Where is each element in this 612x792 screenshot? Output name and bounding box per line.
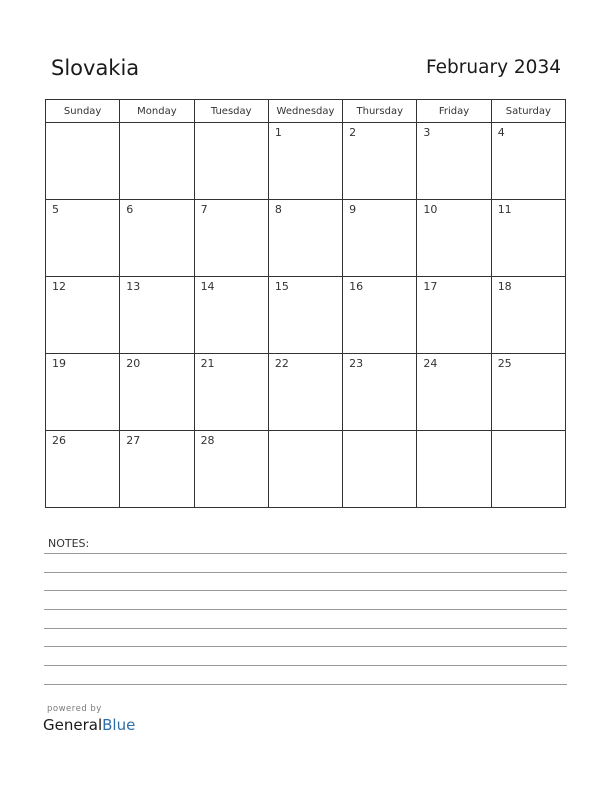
day-number: 5 (52, 203, 59, 216)
day-cell (120, 354, 194, 431)
week-row (46, 354, 566, 431)
week-row (46, 277, 566, 354)
month-year-title: February 2034 (426, 57, 561, 78)
day-number (195, 123, 268, 126)
day-number: 15 (274, 280, 289, 293)
week-row (46, 123, 566, 200)
notes-label: NOTES: (48, 537, 90, 550)
week-row (46, 431, 566, 508)
weekday-monday: Monday (120, 100, 194, 123)
day-number: 27 (126, 434, 141, 447)
day-number: 23 (349, 357, 364, 370)
day-cell (268, 431, 342, 508)
day-cell (46, 431, 120, 508)
day-number: 7 (200, 203, 208, 216)
day-number: 16 (349, 280, 364, 293)
day-cell (194, 277, 268, 354)
day-cell (343, 354, 417, 431)
day-cell (120, 277, 194, 354)
day-number (269, 431, 342, 434)
day-cell (268, 123, 342, 200)
day-number (120, 123, 193, 126)
powered-by-text: powered by (47, 704, 102, 714)
calendar-grid (45, 99, 566, 508)
day-number: 12 (52, 280, 66, 293)
day-number: 18 (497, 280, 512, 293)
day-number: 14 (200, 280, 215, 293)
day-cell (417, 277, 491, 354)
day-cell (343, 200, 417, 277)
day-number (492, 431, 565, 434)
day-number (417, 431, 490, 434)
logo-blue: Blue (102, 716, 136, 734)
day-number: 3 (423, 126, 431, 139)
week-row (46, 200, 566, 277)
day-number: 2 (349, 126, 357, 139)
notes-line (44, 628, 567, 629)
day-number: 20 (126, 357, 141, 370)
notes-line (44, 665, 567, 666)
day-cell (268, 277, 342, 354)
day-cell (417, 354, 491, 431)
weekday-wednesday: Wednesday (268, 100, 342, 123)
day-cell (417, 123, 491, 200)
weekday-saturday: Saturday (491, 100, 565, 123)
day-number: 22 (274, 357, 289, 370)
day-cell (343, 123, 417, 200)
day-cell (491, 123, 565, 200)
day-cell (194, 354, 268, 431)
day-number: 1 (274, 126, 282, 139)
day-cell (120, 200, 194, 277)
notes-line (44, 572, 567, 573)
day-cell (46, 200, 120, 277)
day-cell (120, 431, 194, 508)
day-cell (268, 354, 342, 431)
day-cell (268, 200, 342, 277)
day-number: 21 (200, 357, 215, 370)
day-number: 10 (423, 203, 438, 216)
day-cell (46, 123, 120, 200)
day-cell (417, 431, 491, 508)
day-number: 17 (423, 280, 438, 293)
day-number: 25 (497, 357, 512, 370)
day-number: 11 (497, 203, 512, 216)
day-number: 26 (52, 434, 66, 447)
day-number: 24 (423, 357, 438, 370)
day-number (343, 431, 416, 434)
weekday-header-row (46, 100, 566, 123)
day-number: 4 (497, 126, 505, 139)
weekday-tuesday: Tuesday (194, 100, 268, 123)
country-title: Slovakia (51, 56, 140, 80)
notes-line (44, 590, 567, 591)
day-cell (343, 431, 417, 508)
day-number: 28 (200, 434, 215, 447)
notes-line (44, 684, 567, 685)
day-cell (491, 200, 565, 277)
day-number: 6 (126, 203, 134, 216)
generalblue-logo (43, 716, 135, 734)
day-number: 8 (274, 203, 282, 216)
day-cell (46, 354, 120, 431)
day-cell (491, 431, 565, 508)
day-number (46, 123, 119, 126)
day-cell (417, 200, 491, 277)
day-cell (120, 123, 194, 200)
day-cell (46, 277, 120, 354)
day-number: 13 (126, 280, 141, 293)
day-cell (491, 354, 565, 431)
day-cell (491, 277, 565, 354)
logo-general: General (43, 716, 103, 734)
day-cell (194, 200, 268, 277)
day-cell (194, 431, 268, 508)
notes-line (44, 609, 567, 610)
day-number: 19 (52, 357, 66, 370)
weekday-friday: Friday (417, 100, 491, 123)
day-cell (194, 123, 268, 200)
notes-line (44, 553, 567, 554)
weekday-sunday: Sunday (46, 100, 120, 123)
weekday-thursday: Thursday (343, 100, 417, 123)
day-number: 9 (349, 203, 357, 216)
notes-line (44, 646, 567, 647)
day-cell (343, 277, 417, 354)
